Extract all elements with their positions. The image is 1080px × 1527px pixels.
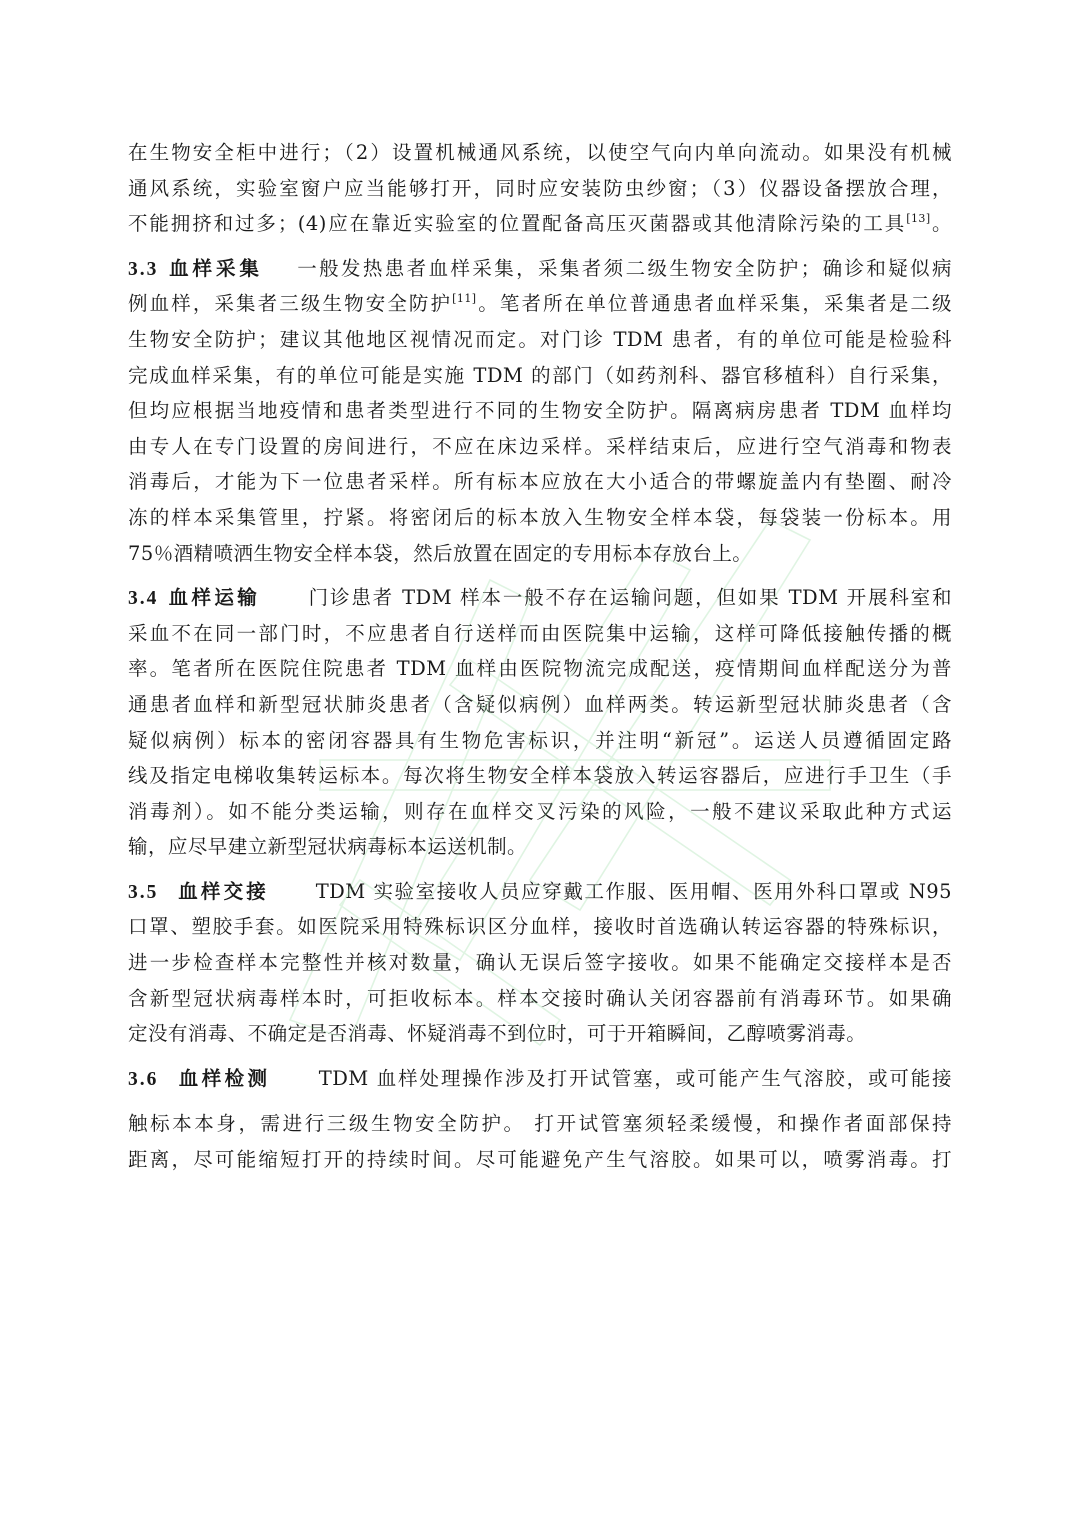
- section-heading: 3.6 血样检测: [128, 1066, 271, 1090]
- text-line: 在生物安全柜中进行；（2）设置机械通风系统，以使空气向内单向流动。如果没有机械: [128, 141, 952, 164]
- text-line: 生物安全防护；建议其他地区视情况而定。对门诊 TDM 患者，有的单位可能是检验科: [128, 327, 952, 351]
- citation-ref: [11]: [452, 292, 477, 306]
- text-line: 率。笔者所在医院住院患者 TDM 血样由医院物流完成配送，疫情期间血样配送分为普: [128, 657, 952, 681]
- text-line: 通风系统，实验室窗户应当能够打开，同时应安装防虫纱窗；（3）仪器设备摆放合理，: [128, 176, 952, 200]
- text-line: 冻的样本采集管里，拧紧。将密闭后的标本放入生物安全样本袋，每袋装一份标本。用: [128, 505, 952, 529]
- section-3-4-first-line: 3.4 血样运输 门诊患者 TDM 样本一般不存在运输问题，但如果 TDM 开展科室和: [128, 586, 952, 610]
- text-line: 含新型冠状病毒样本时，可拒收标本。样本交接时确认关闭容器前有消毒环节。如果确: [128, 986, 952, 1010]
- text-line: 线及指定电梯收集转运标本。每次将生物安全样本袋放入转运容器后，应进行手卫生（手: [128, 764, 952, 788]
- text-line: 疑似病例）标本的密闭容器具有生物危害标识，并注明“新冠”。运送人员遵循固定路: [128, 728, 952, 752]
- text-line: 消毒后，才能为下一位患者采样。所有标本应放在大小适合的带螺旋盖内有垫圈、耐冷: [128, 470, 952, 494]
- text-line: 75％酒精喷洒生物安全样本袋，然后放置在固定的专用标本存放台上。: [128, 541, 753, 565]
- citation-ref: [13]: [906, 212, 931, 226]
- section-3-6-first-line: 3.6 血样检测 TDM 血样处理操作涉及打开试管塞，或可能产生气溶胶，或可能接: [128, 1066, 953, 1090]
- document-page: [128, 135, 952, 1178]
- text-line: 输，应尽早建立新型冠状病毒标本运送机制。: [128, 835, 528, 859]
- text-line: 口罩、塑胶手套。如医院采用特殊标识区分血样，接收时首选确认转运容器的特殊标识，: [128, 915, 952, 939]
- section-heading: 3.3 血样采集: [128, 256, 263, 280]
- text-line: 定没有消毒、不确定是否消毒、怀疑消毒不到位时，可于开箱瞬间，乙醇喷雾消毒。: [128, 1022, 867, 1046]
- text-line: 不能拥挤和过多；(4)应在靠近实验室的位置配备高压灭菌器或其他清除污染的工具[13]。: [128, 212, 952, 236]
- text-line: 由专人在专门设置的房间进行，不应在床边采样。采样结束后，应进行空气消毒和物表: [128, 434, 952, 458]
- text-line: 消毒剂）。如不能分类运输，则存在血样交叉污染的风险，一般不建议采取此种方式运: [128, 799, 952, 823]
- text-line: 触标本本身，需进行三级生物安全防护。 打开试管塞须轻柔缓慢，和操作者面部保持: [128, 1112, 952, 1136]
- text-line: 例血样，采集者三级生物安全防护[11]。笔者所在单位普通患者血样采集，采集者是二级: [128, 292, 952, 316]
- section-heading: 3.4 血样运输: [128, 586, 261, 610]
- text-line: 距离，尽可能缩短打开的持续时间。尽可能避免产生气溶胶。如果可以，喷雾消毒。打: [128, 1148, 952, 1172]
- text-line: 完成血样采集，有的单位可能是实施 TDM 的部门（如药剂科、器官移植科）自行采集，: [128, 363, 952, 387]
- text-line: 进一步检查样本完整性并核对数量，确认无误后签字接收。如果不能确定交接样本是否: [128, 951, 952, 975]
- section-heading: 3.5 血样交接: [128, 879, 269, 903]
- section-3-3-first-line: 3.3 血样采集 一般发热患者血样采集，采集者须二级生物安全防护；确诊和疑似病: [128, 256, 952, 280]
- text-line: 但均应根据当地疫情和患者类型进行不同的生物安全防护。隔离病房患者 TDM 血样均: [128, 399, 952, 423]
- text-line: 采血不在同一部门时，不应患者自行送样而由医院集中运输，这样可降低接触传播的概: [128, 621, 952, 645]
- section-3-5-first-line: 3.5 血样交接 TDM 实验室接收人员应穿戴工作服、医用帽、医用外科口罩或 N95: [128, 879, 952, 903]
- text-line: 通患者血样和新型冠状肺炎患者（含疑似病例）血样两类。转运新型冠状肺炎患者（含: [128, 692, 952, 716]
